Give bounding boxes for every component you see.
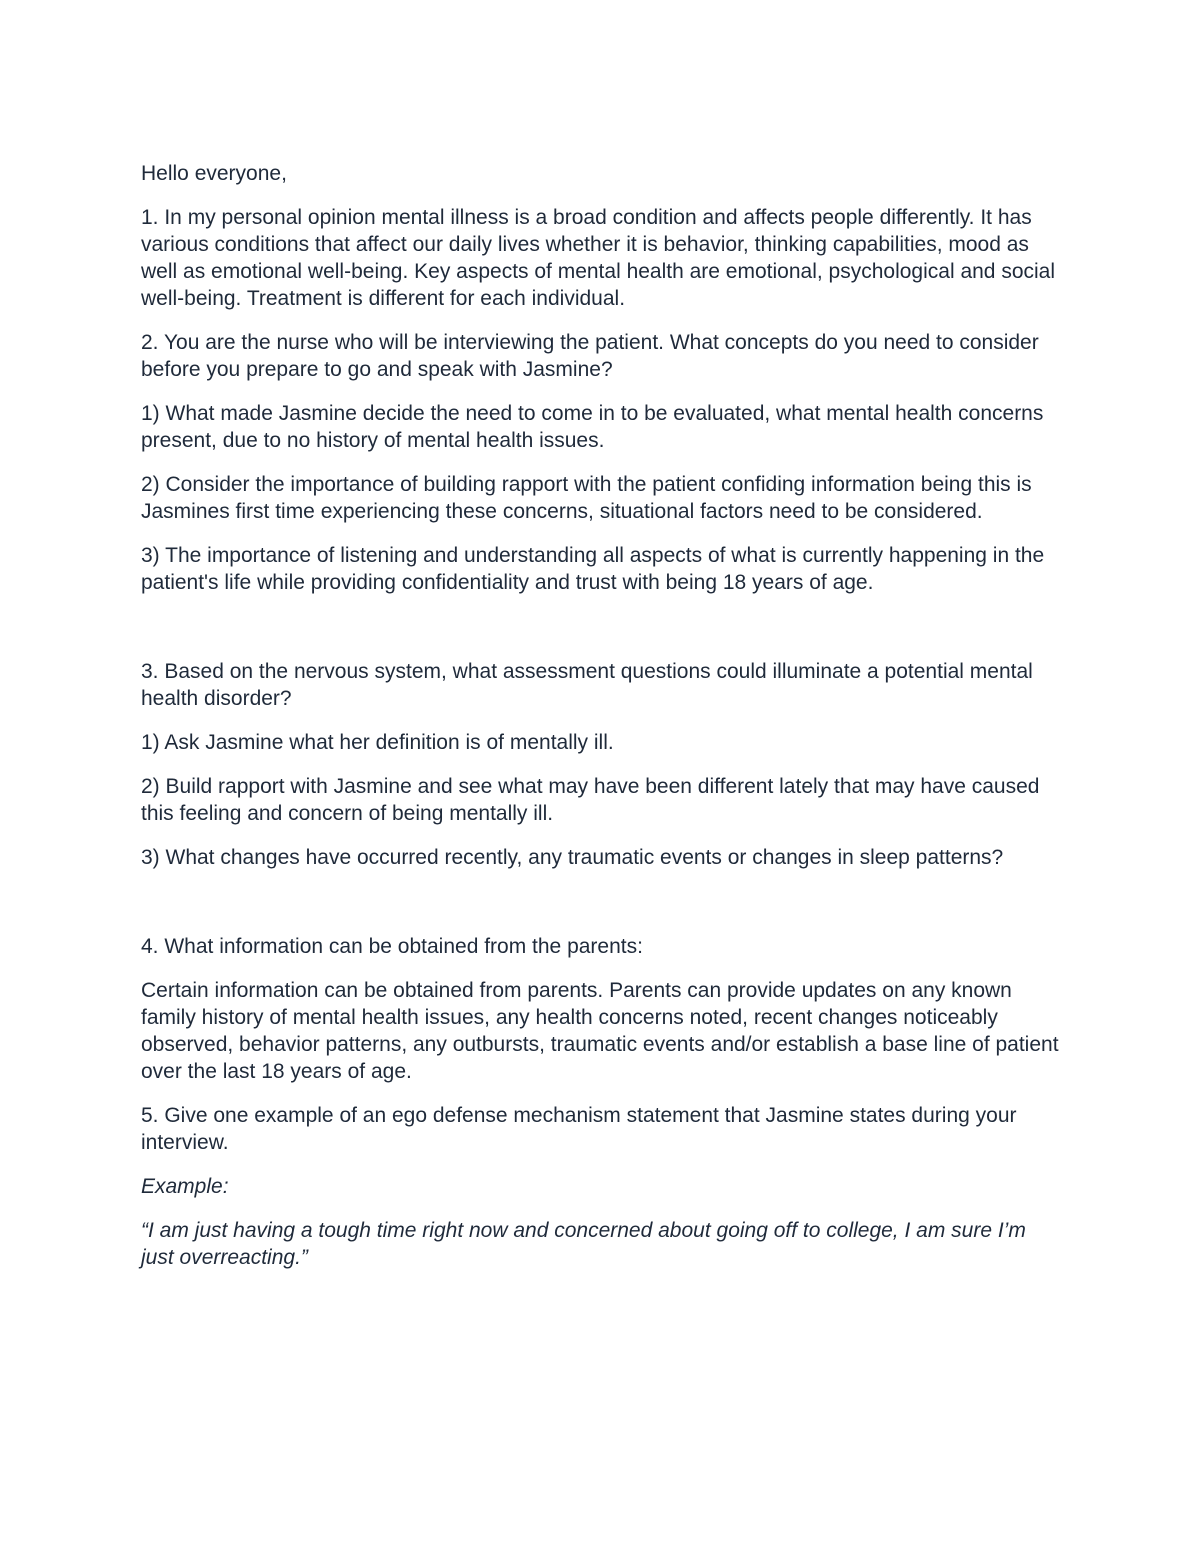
example-quote: “I am just having a tough time right now and concerned about going off to college, I am sure I’m just overreacting.” xyxy=(141,1219,1026,1269)
question-2-item-1: 1) What made Jasmine decide the need to come in to be evaluated, what mental health concerns present, due to no history of mental health issues. xyxy=(141,402,1044,452)
question-3: 3. Based on the nervous system, what assessment questions could illuminate a potential mental health disorder? xyxy=(141,660,1033,710)
question-1-answer: 1. In my personal opinion mental illness is a broad condition and affects people differently. It has various conditions that affect our daily lives whether it is behavior, thinking capabilities, mood as well as emotional well-being. Key aspects of mental health are emotional, psychological and social well-being. Treatment is different for each individual. xyxy=(141,206,1056,310)
example-label: Example: xyxy=(141,1175,229,1198)
question-4: 4. What information can be obtained from the parents: xyxy=(141,935,643,958)
question-2-item-2: 2) Consider the importance of building rapport with the patient confiding information being this is Jasmines first time experiencing these concerns, situational factors need to be considered. xyxy=(141,473,1032,523)
question-2: 2. You are the nurse who will be interviewing the patient. What concepts do you need to consider before you prepare to go and speak with Jasmine? xyxy=(141,331,1039,381)
question-3-item-2: 2) Build rapport with Jasmine and see what may have been different lately that may have caused this feeling and concern of being mentally ill. xyxy=(141,775,1040,825)
question-3-item-3: 3) What changes have occurred recently, any traumatic events or changes in sleep patterns? xyxy=(141,846,1004,869)
question-2-item-3: 3) The importance of listening and understanding all aspects of what is currently happening in the patient's life while providing confidentiality and trust with being 18 years of age. xyxy=(141,544,1045,594)
question-4-answer: Certain information can be obtained from parents. Parents can provide updates on any known family history of mental health issues, any health concerns noted, recent changes noticeably observed, behavior patterns, any outbursts, traumatic events and/or establish a base line of patient over the last 18 years of age. xyxy=(141,979,1059,1083)
document-body xyxy=(141,160,1061,1288)
greeting: Hello everyone, xyxy=(141,162,287,185)
question-5: 5. Give one example of an ego defense mechanism statement that Jasmine states during your interview. xyxy=(141,1104,1017,1154)
question-3-item-1: 1) Ask Jasmine what her definition is of mentally ill. xyxy=(141,731,614,754)
